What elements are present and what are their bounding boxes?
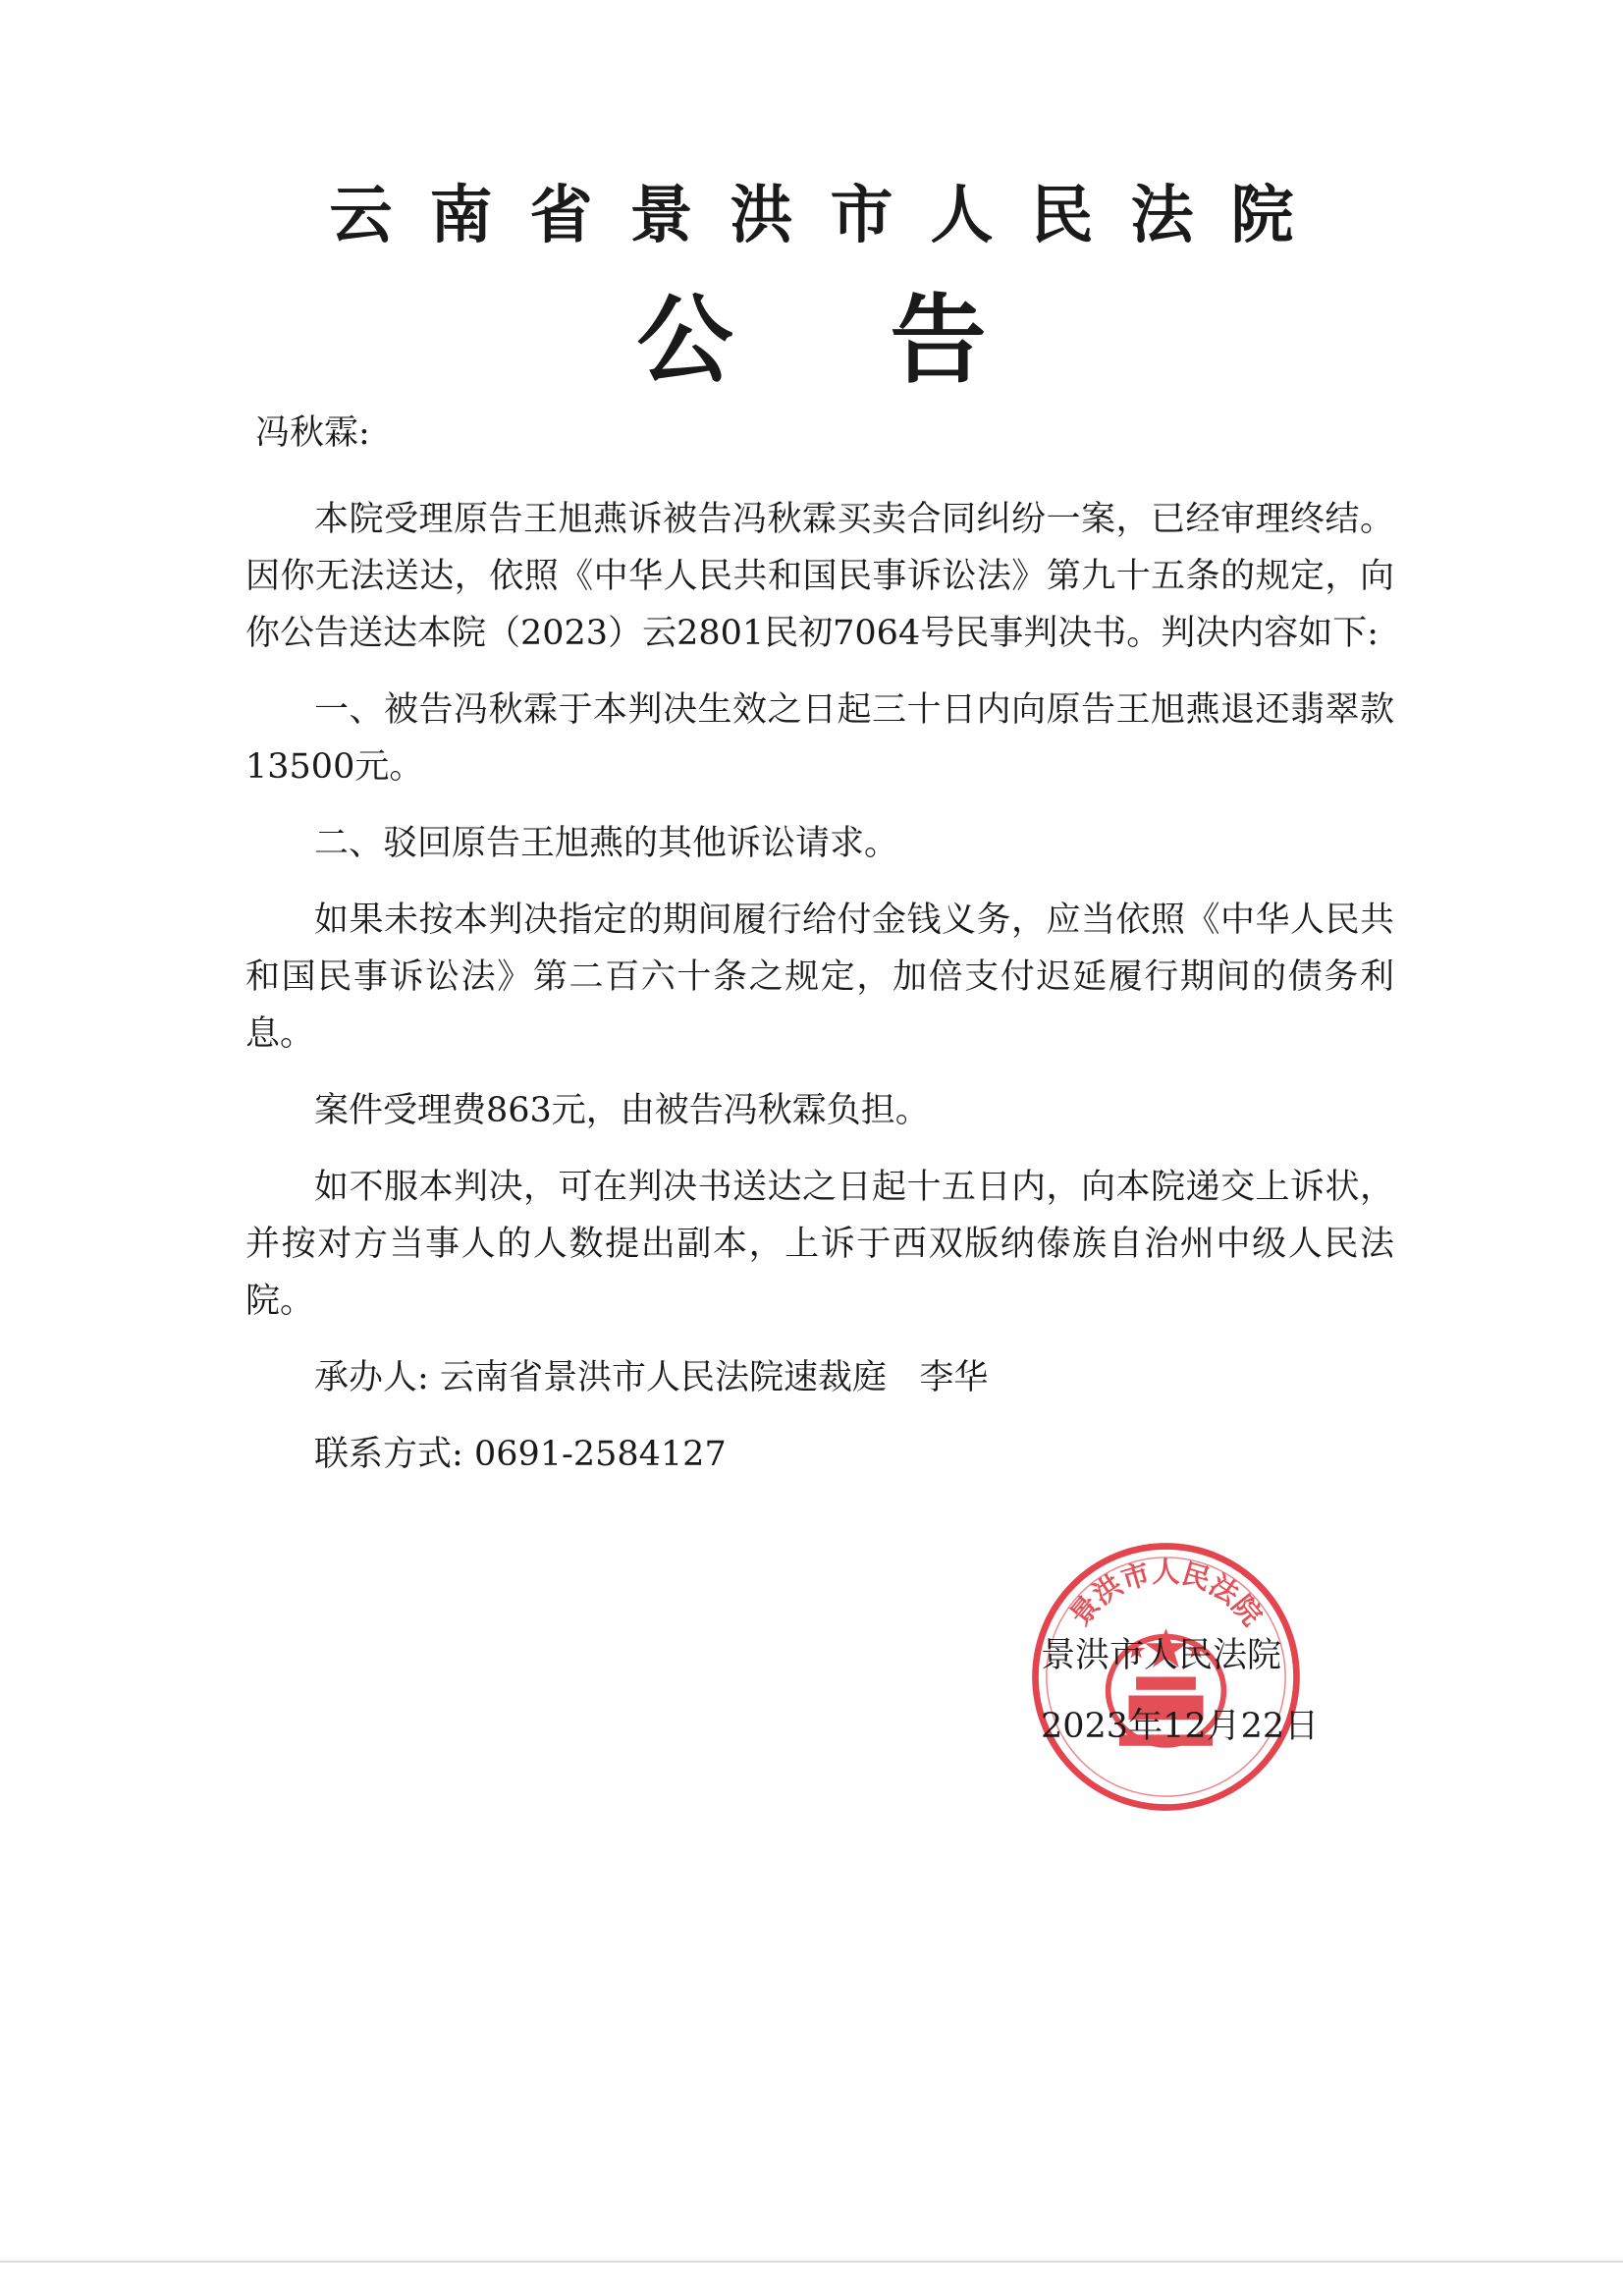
- signature-block: [1041, 1620, 1319, 1762]
- court-name-heading: 云南省景洪市人民法院: [329, 180, 1331, 252]
- handler-value: 云南省景洪市人民法院速裁庭: [439, 1358, 887, 1397]
- seal-text: 景洪市人民法院: [1063, 1556, 1269, 1632]
- notice-title: 公告: [636, 285, 1144, 397]
- handler-line: [245, 1349, 1394, 1406]
- paragraph-case-fee: 案件受理费863元，由被告冯秋霖负担。: [314, 1091, 930, 1130]
- contact-label: 联系方式:: [314, 1435, 463, 1474]
- page-bottom-edge: [0, 2261, 1623, 2263]
- contact-line: [245, 1426, 1394, 1483]
- paragraph-appeal: 如不服本判决，可在判决书送达之日起十五日内，向本院递交上诉状，并按对方当事人的人数提出副本，上诉于西双版纳傣族自治州中级人民法院。: [245, 1168, 1394, 1321]
- addressee: 冯秋霖:: [255, 413, 370, 453]
- paragraph-judgment-item-1: 一、被告冯秋霖于本判决生效之日起三十日内向原告王旭燕退还翡翠款13500元。: [245, 690, 1394, 787]
- paragraph-case-summary: 本院受理原告王旭燕诉被告冯秋霖买卖合同纠纷一案，已经审理终结。因你无法送达，依照《中华人民共和国民事诉讼法》第九十五条的规定，向你公告送达本院（2023）云2801民初7064号民事判决书。判决内容如下:: [245, 500, 1394, 653]
- paragraph-late-interest: 如果未按本判决指定的期间履行给付金钱义务，应当依照《中华人民共和国民事诉讼法》第二百六十条之规定，加倍支付迟延履行期间的债务利息。: [245, 901, 1394, 1054]
- handler-label: 承办人:: [314, 1358, 429, 1397]
- contact-value: 0691-2584127: [473, 1435, 727, 1474]
- paragraph-judgment-item-2: 二、驳回原告王旭燕的其他诉讼请求。: [314, 824, 899, 863]
- notice-body: [245, 405, 1394, 1503]
- signature-date: 2023年12月22日: [1041, 1707, 1320, 1746]
- handler-name: 李华: [919, 1358, 989, 1397]
- signature-court: 景洪市人民法院: [1041, 1636, 1282, 1675]
